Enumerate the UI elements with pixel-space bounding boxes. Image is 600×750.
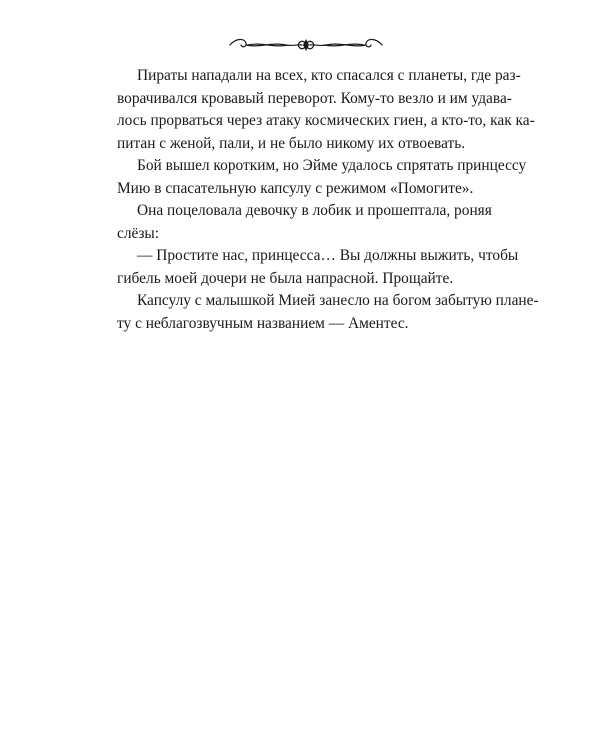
text-line: слёзы: xyxy=(117,224,160,242)
text-line: Капсулу с малышкой Мией занесло на богом забытую плане- xyxy=(137,292,539,309)
text-line: — Простите нас, принцесса… Вы должны выжить, чтобы xyxy=(137,247,519,264)
text-line: гибель моей дочери не была напрасной. Прощайте. xyxy=(117,269,454,287)
text-line: ту с неблагозвучным названием — Аментес. xyxy=(117,314,409,332)
text-line: ворачивался кровавый переворот. Кому-то везло и им удава- xyxy=(117,89,512,107)
text-line: Она поцеловала девочку в лобик и прошептала, роняя xyxy=(137,202,492,219)
text-line: Пираты нападали на всех, кто спасался с планеты, где раз- xyxy=(137,67,521,84)
ornamental-divider-icon xyxy=(228,34,384,56)
text-line: лось прорваться через атаку космических гиен, а кто-то, как ка- xyxy=(117,112,535,129)
body-text xyxy=(117,65,539,335)
text-line: Бой вышел коротким, но Эйме удалось спрятать принцессу xyxy=(137,157,527,174)
text-line: питан с женой, пали, и не было никому их отвоевать. xyxy=(117,134,466,152)
text-line: Мию в спасательную капсулу с режимом «Помогите». xyxy=(117,179,474,197)
